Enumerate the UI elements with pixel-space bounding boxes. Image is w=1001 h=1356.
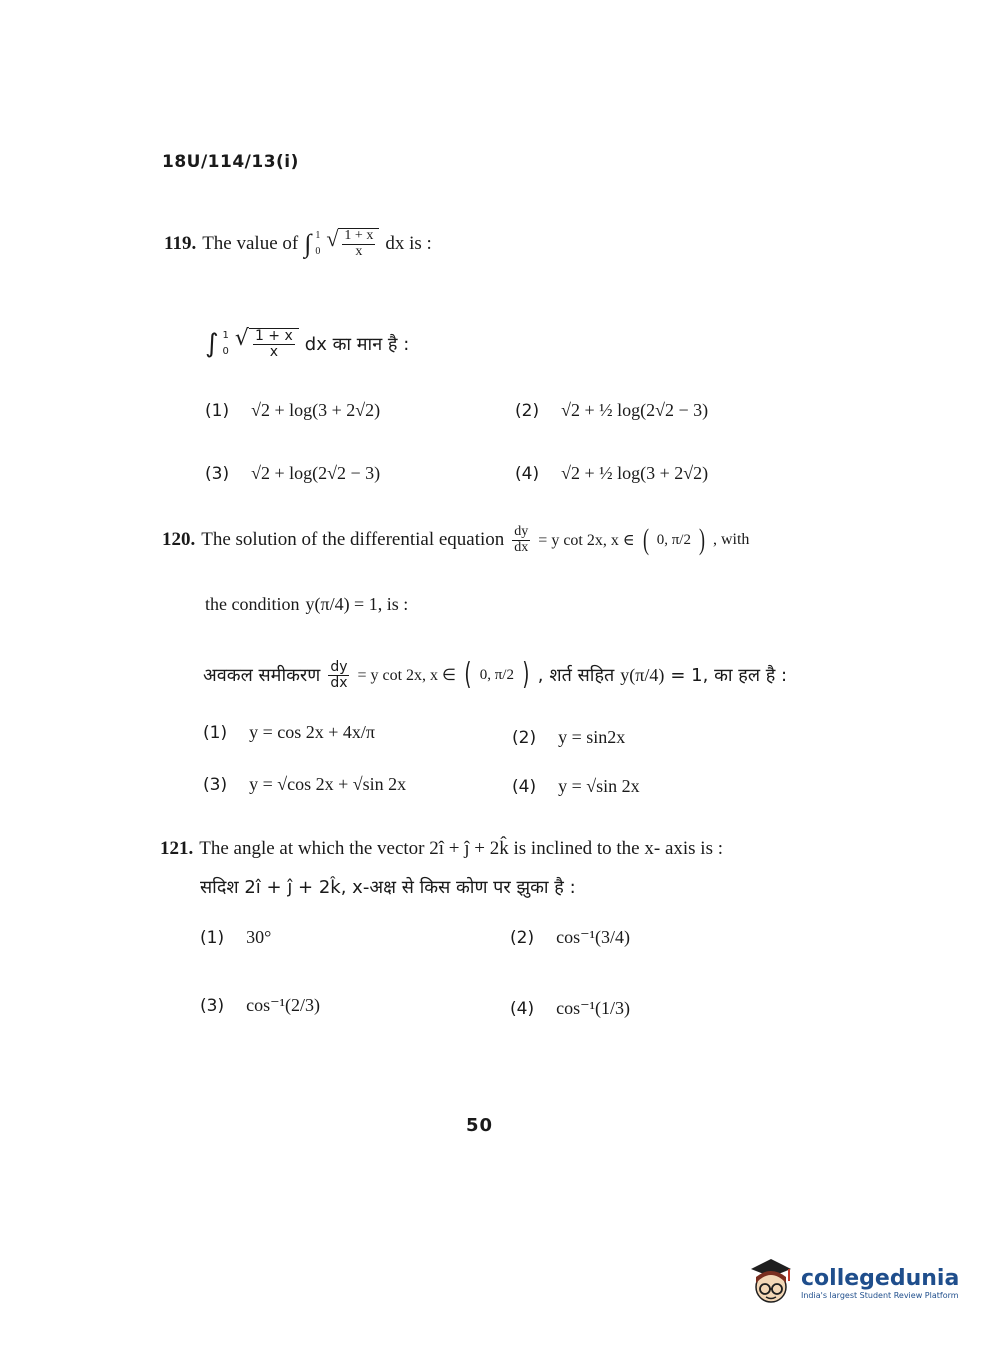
q120-option-1: (1) y = cos 2x + 4x/π <box>203 722 375 743</box>
q120-option-4: (4) y = √sin 2x <box>512 776 640 797</box>
q120-text-en: 120. The solution of the differential equation $\frac{dy}{dx}$ = y cot 2x, x ∈ ( 0, π/2 ) , with <box>162 523 750 557</box>
logo-name: collegedunia <box>801 1266 960 1291</box>
q119-text-hi: ∫ 1 0 √ $\frac{1 + x}{x}$ dx का मान है : <box>205 326 410 360</box>
q119-option-2: (2) √2 + ½ log(2√2 − 3) <box>515 400 709 421</box>
sqrt-expression: √ $\frac{1 + x}{x}$ <box>235 328 299 359</box>
q120-number: 120. <box>162 529 196 551</box>
q121-option-2: (2) cos⁻¹(3/4) <box>510 927 630 948</box>
dy-dx-fraction: $\frac{dy}{dx}$ <box>330 659 348 691</box>
q121-option-4: (4) cos⁻¹(1/3) <box>510 998 630 1019</box>
q121-number: 121. <box>160 838 194 859</box>
q119-option-4: (4) √2 + ½ log(3 + 2√2) <box>515 463 709 484</box>
q120-option-2: (2) y = sin2x <box>512 727 626 748</box>
q121-option-3: (3) cos⁻¹(2/3) <box>200 995 320 1016</box>
q121-option-1: (1) 30° <box>200 927 272 948</box>
logo-tagline: India's largest Student Review Platform <box>801 1291 959 1300</box>
q119-option-1: (1) √2 + log(3 + 2√2) <box>205 400 381 421</box>
integral-icon: ∫ <box>304 229 312 258</box>
integral-icon: ∫ <box>205 329 219 359</box>
paper-code: 18U/114/13(i) <box>162 152 299 172</box>
dy-dx-fraction: $\frac{dy}{dx}$ <box>514 524 529 555</box>
q121-text-en: 121. The angle at which the vector 2î + ĵ + 2k̂ is inclined to the x- axis is : <box>160 838 724 859</box>
q120-condition: the condition y(π/4) = 1, is : <box>205 594 409 614</box>
q119-option-3: (3) √2 + log(2√2 − 3) <box>205 463 381 484</box>
sqrt-expression: √ $\frac{1 + x}{x}$ <box>326 228 379 259</box>
q119-number: 119. <box>164 233 197 254</box>
collegedunia-logo <box>745 1255 959 1311</box>
q120-option-3: (3) y = √cos 2x + √sin 2x <box>203 774 407 795</box>
q120-text-hi: अवकल समीकरण $\frac{dy}{dx}$ = y cot 2x, x ∈ ( 0, π/2 ) , शर्त सहित y(π/4) = 1, का हल है : <box>203 657 788 693</box>
mascot-icon <box>745 1255 795 1311</box>
q119-text-en: 119. The value of ∫ 1 0 √ $\frac{1 + x}{x}$ dx is : <box>164 226 432 259</box>
page-number: 50 <box>466 1115 494 1136</box>
q121-text-hi: सदिश 2î + ĵ + 2k̂, x-अक्ष से किस कोण पर झुका है : <box>200 877 576 898</box>
